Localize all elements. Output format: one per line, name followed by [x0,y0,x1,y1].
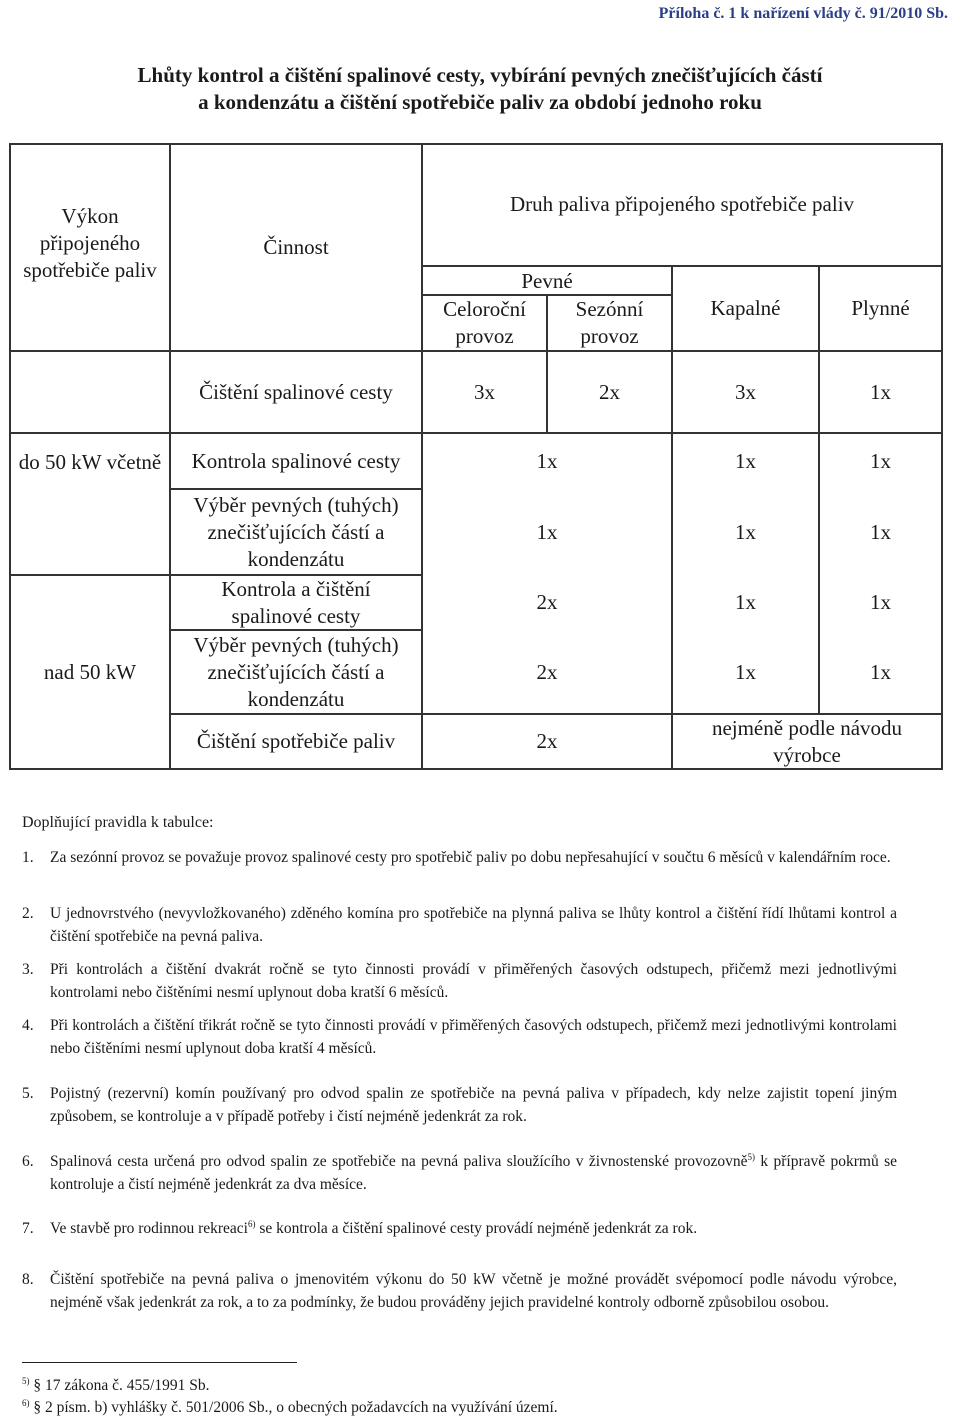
footnote: $^{5)}$ § 17 zákona č. 455/1991 Sb. [22,1375,210,1394]
value-cell: 1x [735,519,756,544]
value-cell-manufacturer: nejméně podle návodu výrobce [711,715,903,767]
value-cell: 1x [735,590,756,614]
footnote-ref: 6) [247,1218,256,1229]
value-cell: 2x [536,729,558,753]
value-cell: 1x [735,448,756,473]
footnote-ref: 5) [747,1151,755,1162]
note-item: 4. Při kontrolách a čištění třikrát ročně se tyto činnosti provádí v přiměřených časových odstupech, přičemž mezi jednotlivými kontrolami nebo čištěními nesmí uplynout doba kratší 4 měsíců. [22,1017,897,1057]
activity-solids-removal: Výběr pevných (tuhých) znečišťujících částí a kondenzátu [193,492,399,571]
power-over-50kw: nad 50 kW [43,659,137,684]
header-fuel-type: Druh paliva připojeného spotřebiče paliv [509,191,855,216]
note-item: 6. Spalinová cesta určená pro odvod spalin ze spotřebiče na pevná paliva sloužícího v živnostenské provozovně$^{5)}$ k přípravě pokrmů se kontroluje a čistí nejméně jedenkrát za dva měsíce. [22,1151,897,1193]
activity-flue-inspection: Kontrola spalinové cesty [191,448,401,473]
value-cell: 1x [870,659,891,684]
title-line-2: a kondenzátu a čištění spotřebiče paliv za období jednoho roku [198,90,762,114]
value-cell: 1x [870,379,891,404]
activity-flue-cleaning: Čištění spalinové cesty [199,379,393,404]
header-seasonal: Sezónní provoz [575,297,644,348]
value-cell: 1x [536,519,558,544]
header-solid: Pevné [521,268,573,293]
note-item: 3. Při kontrolách a čištění dvakrát ročně se tyto činnosti provádí v přiměřených časových odstupech, přičemž mezi jednotlivými kontrolami nebo čištěními nesmí uplynout doba kratší 6 měsíců. [22,961,897,1001]
value-cell: 1x [870,590,891,614]
note-item: 5. Pojistný (rezervní) komín používaný pro odvod spalin ze spotřebiče na pevná paliva v případech, kdy nelze zajistit topení jiným způsobem, se kontroluje a v případě potřeby i čistí nejméně jedenkrát za rok. [22,1085,897,1125]
activity-appliance-cleaning: Čištění spotřebiče paliv [196,729,396,753]
header-liquid: Kapalné [710,296,781,320]
note-item: 2. U jednovrstvého (nevyvložkovaného) zděného komína pro spotřebiče na plynná paliva se lhůty kontrol a čištění řídí lhůtami kontrol a čištění spotřebiče na pevná paliva. [22,905,897,945]
activity-solids-removal: Výběr pevných (tuhých) znečišťujících částí a kondenzátu [193,632,399,711]
header-gas: Plynné [851,296,910,320]
notes-heading: Doplňující pravidla k tabulce: [22,814,214,831]
value-cell: 1x [735,659,756,684]
document-title [0,62,960,116]
footnote-divider [22,1362,297,1363]
value-cell: 2x [536,659,558,684]
schedule-table [9,143,943,769]
title-line-1: Lhůty kontrol a čištění spalinové cesty, vybírání pevných znečišťujících částí [137,63,823,87]
header-activity: Činnost [263,234,329,259]
header-power: Výkon připojeného spotřebiče paliv [23,203,157,282]
value-cell: 1x [870,448,891,473]
header-year-round: Celoroční provoz [443,297,526,348]
value-cell: 1x [536,448,558,473]
note-item: 7. Ve stavbě pro rodinnou rekreaci$^{6)}$ se kontrola a čištění spalinové cesty provádí nejméně jedenkrát za rok. [22,1218,698,1237]
value-cell: 2x [536,590,558,614]
note-item: 8. Čištění spotřebiče na pevná paliva o jmenovitém výkonu do 50 kW včetně je možné provádět svépomocí podle návodu výrobce, nejméně však jedenkrát za rok, a to za podmínky, že budou prováděny jejich pravidelné kontroly odborně způsobilou osobou. [22,1271,897,1311]
value-cell: 3x [735,379,756,404]
value-cell: 3x [474,379,495,404]
power-up-to-50kw: do 50 kW včetně [18,449,162,474]
annex-reference: Příloha č. 1 k nařízení vlády č. 91/2010 Sb. [658,5,948,22]
value-cell: 1x [870,519,891,544]
value-cell: 2x [599,379,620,404]
activity-flue-inspection-cleaning: Kontrola a čištění spalinové cesty [221,576,371,628]
note-item: 1. Za sezónní provoz se považuje provoz spalinové cesty pro spotřebič paliv po dobu nepřesahující v součtu 6 měsíců v kalendářním roce. [22,849,891,866]
footnote: $^{6)}$ § 2 písm. b) vyhlášky č. 501/2006 Sb., o obecných požadavcích na využívání území. [22,1397,558,1416]
